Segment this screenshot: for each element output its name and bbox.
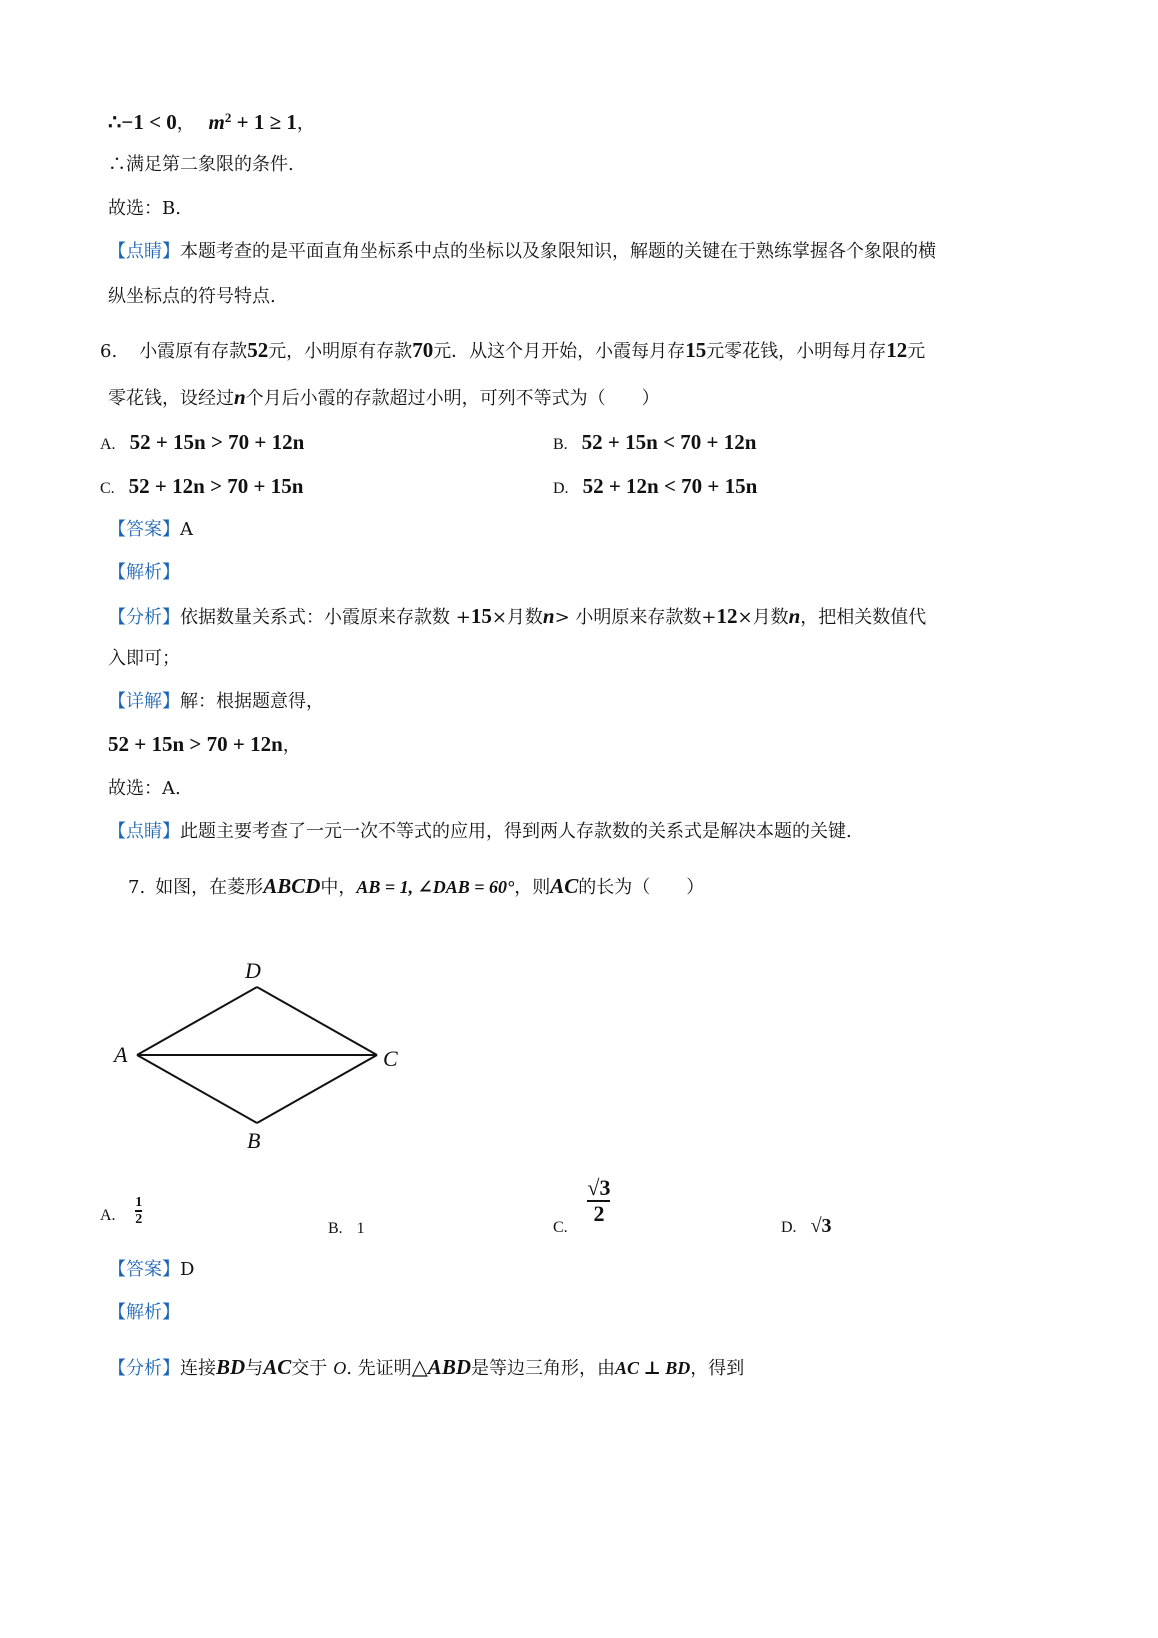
q7-text: 如图，在菱形 bbox=[155, 877, 264, 898]
option-expr: 52 + 12n > 70 + 15n bbox=[128, 474, 304, 498]
q5-comment-line-1 bbox=[108, 240, 936, 264]
q5-conclusion: ∴满足第二象限的条件. bbox=[108, 154, 294, 175]
q6-fenxi-line-2: 入即可； bbox=[108, 648, 180, 669]
q6-fenxi-label: 【分析】 bbox=[108, 607, 180, 628]
q6-comment-label: 【点睛】 bbox=[108, 821, 180, 842]
q6-variable-n: n bbox=[234, 385, 246, 409]
q6-option-b[interactable] bbox=[553, 430, 756, 457]
q6-text: 个月后小霞的存款超过小明，可列不等式为（ ） bbox=[245, 388, 660, 409]
q6-number: 6. bbox=[100, 341, 118, 362]
q5-ineq-b-exp: 2 bbox=[224, 110, 232, 125]
option-letter: D. bbox=[553, 480, 569, 497]
q7-fenxi-text: 与 bbox=[245, 1358, 264, 1379]
q6-text: 小霞原有存款 bbox=[139, 341, 248, 362]
q7-fenxi-text: 交于 bbox=[291, 1358, 328, 1379]
fraction-denominator: 2 bbox=[135, 1212, 143, 1228]
q6-answer: A bbox=[180, 519, 193, 540]
vertex-label-d: D bbox=[245, 958, 261, 983]
fraction-denominator: 2 bbox=[593, 1201, 605, 1227]
q6-option-c[interactable] bbox=[100, 474, 303, 501]
q6-answer-line bbox=[108, 518, 193, 542]
q6-choose: 故选：A. bbox=[108, 778, 181, 799]
q5-ineq-b-rest: + 1 ≥ 1 bbox=[231, 110, 297, 134]
q6-text: 元，小明原有存款 bbox=[268, 341, 413, 362]
q6-text: 元零花钱，小明每月存 bbox=[706, 341, 887, 362]
q5-comment-text-1: 本题考查的是平面直角坐标系中点的坐标以及象限知识，解题的关键在于熟练掌握各个象限的横 bbox=[180, 241, 936, 262]
q6-fenxi-line-1 bbox=[108, 604, 926, 630]
edge-ba bbox=[137, 1055, 257, 1123]
q6-xiangjie-text: 解：根据题意得， bbox=[180, 691, 324, 712]
q6-stem-line-1 bbox=[100, 338, 925, 364]
q7-fenxi-text: . 先证明 bbox=[346, 1358, 412, 1379]
vertex-label-b: B bbox=[247, 1128, 261, 1153]
q6-analysis-label: 【解析】 bbox=[108, 562, 180, 583]
option-letter: A. bbox=[100, 1206, 116, 1224]
q7-fenxi-triangle: △ABD bbox=[411, 1355, 471, 1379]
option-expr: 52 + 12n < 70 + 15n bbox=[582, 474, 758, 498]
q7-abcd: ABCD bbox=[263, 874, 321, 898]
q6-stem-line-2 bbox=[108, 385, 660, 411]
q7-stem-line bbox=[128, 874, 704, 900]
fraction-numerator: 1 bbox=[135, 1195, 143, 1210]
q7-option-a[interactable] bbox=[100, 1195, 142, 1228]
q6-fenxi-text: ×月数 bbox=[491, 607, 543, 628]
rhombus-figure bbox=[100, 950, 420, 1160]
q6-fenxi-text: 依据数量关系式：小霞原来存款数 + bbox=[180, 607, 471, 628]
q7-answer: D bbox=[180, 1259, 195, 1280]
q6-fenxi-text: > 小明原来存款数+ bbox=[554, 607, 717, 628]
q6-fenxi-text: ，把相关数值代 bbox=[800, 607, 927, 628]
q7-fenxi-text: ，得到 bbox=[690, 1358, 745, 1379]
q6-solution-line bbox=[108, 732, 301, 758]
fraction-numerator: √3 bbox=[587, 1175, 611, 1200]
q5-comment-label: 【点睛】 bbox=[108, 241, 180, 262]
q7-condition: AB = 1, ∠DAB = 60° bbox=[356, 877, 515, 897]
q6-fenxi-n: n bbox=[542, 604, 555, 628]
option-letter: C. bbox=[100, 480, 115, 497]
q7-fenxi-text: 连接 bbox=[180, 1358, 216, 1379]
option-text: √3 bbox=[810, 1215, 832, 1237]
option-letter: B. bbox=[553, 436, 568, 453]
q7-ac: AC bbox=[550, 874, 579, 898]
q6-option-d[interactable] bbox=[553, 474, 757, 501]
q5-choose: 故选：B. bbox=[108, 198, 181, 219]
q7-option-b[interactable] bbox=[328, 1216, 365, 1241]
vertex-label-a: A bbox=[114, 1042, 128, 1067]
q6-text: 零花钱，设经过 bbox=[108, 388, 234, 409]
q6-fenxi-15: 15 bbox=[470, 604, 492, 628]
q6-xiangjie-line bbox=[108, 690, 324, 714]
q6-fenxi-12: 12 bbox=[716, 604, 738, 628]
q7-text: ，则 bbox=[514, 877, 551, 898]
q7-fenxi-label: 【分析】 bbox=[108, 1358, 180, 1379]
edge-dc bbox=[257, 987, 377, 1055]
q6-solution-expr: 52 + 15n > 70 + 12n bbox=[108, 732, 283, 756]
q7-fenxi-perp: AC ⊥ BD bbox=[615, 1358, 691, 1378]
q6-solution-comma: ， bbox=[282, 735, 301, 756]
q7-fenxi-o: O bbox=[333, 1358, 347, 1378]
option-fraction bbox=[587, 1176, 610, 1226]
option-letter: B. bbox=[328, 1220, 343, 1237]
q6-text: 元．从这个月开始，小霞每月存 bbox=[433, 341, 686, 362]
q5-ineq-a: ∴−1 < 0 bbox=[108, 110, 177, 134]
q7-option-d[interactable] bbox=[781, 1214, 832, 1240]
q7-text: 的长为（ ） bbox=[578, 877, 705, 898]
vertex-label-c: C bbox=[383, 1046, 398, 1071]
option-letter: D. bbox=[781, 1219, 797, 1236]
option-letter: C. bbox=[553, 1219, 568, 1236]
q5-inequality-line: ∴−1 < 0， $m^2 + 1 \ge 1$， bbox=[108, 110, 315, 134]
edge-cb bbox=[257, 1055, 377, 1123]
q6-value-15: 15 bbox=[685, 338, 707, 362]
q7-fenxi-line bbox=[108, 1355, 744, 1381]
option-letter: A. bbox=[100, 436, 116, 453]
q5-comment-line-2: 纵坐标点的符号特点. bbox=[108, 286, 276, 307]
q7-option-c[interactable] bbox=[553, 1176, 610, 1240]
q7-number: 7. bbox=[128, 877, 146, 898]
q6-comment-text: 此题主要考查了一元一次不等式的应用，得到两人存款数的关系式是解决本题的关键. bbox=[180, 821, 852, 842]
q6-fenxi-text: ×月数 bbox=[737, 607, 789, 628]
q5-ineq-b-base: m bbox=[208, 110, 225, 134]
q6-value-52: 52 bbox=[247, 338, 269, 362]
q7-fenxi-bd: BD bbox=[216, 1355, 246, 1379]
option-fraction bbox=[135, 1195, 142, 1228]
option-text: 1 bbox=[356, 1220, 365, 1237]
option-expr: 52 + 15n < 70 + 12n bbox=[581, 430, 757, 454]
edge-ad bbox=[137, 987, 257, 1055]
option-expr: 52 + 15n > 70 + 12n bbox=[129, 430, 305, 454]
q7-analysis-label: 【解析】 bbox=[108, 1302, 180, 1323]
q6-option-a[interactable] bbox=[100, 430, 304, 457]
q6-comment-line bbox=[108, 820, 852, 844]
q7-answer-line bbox=[108, 1258, 194, 1282]
q6-value-12: 12 bbox=[886, 338, 908, 362]
q7-fenxi-text: 是等边三角形，由 bbox=[471, 1358, 615, 1379]
q6-answer-label: 【答案】 bbox=[108, 519, 180, 540]
q7-answer-label: 【答案】 bbox=[108, 1259, 180, 1280]
q6-fenxi-n: n bbox=[788, 604, 801, 628]
q6-text: 元 bbox=[907, 341, 926, 362]
q7-fenxi-ac: AC bbox=[263, 1355, 292, 1379]
q6-value-70: 70 bbox=[412, 338, 434, 362]
q6-xiangjie-label: 【详解】 bbox=[108, 691, 180, 712]
q7-text: 中， bbox=[320, 877, 357, 898]
